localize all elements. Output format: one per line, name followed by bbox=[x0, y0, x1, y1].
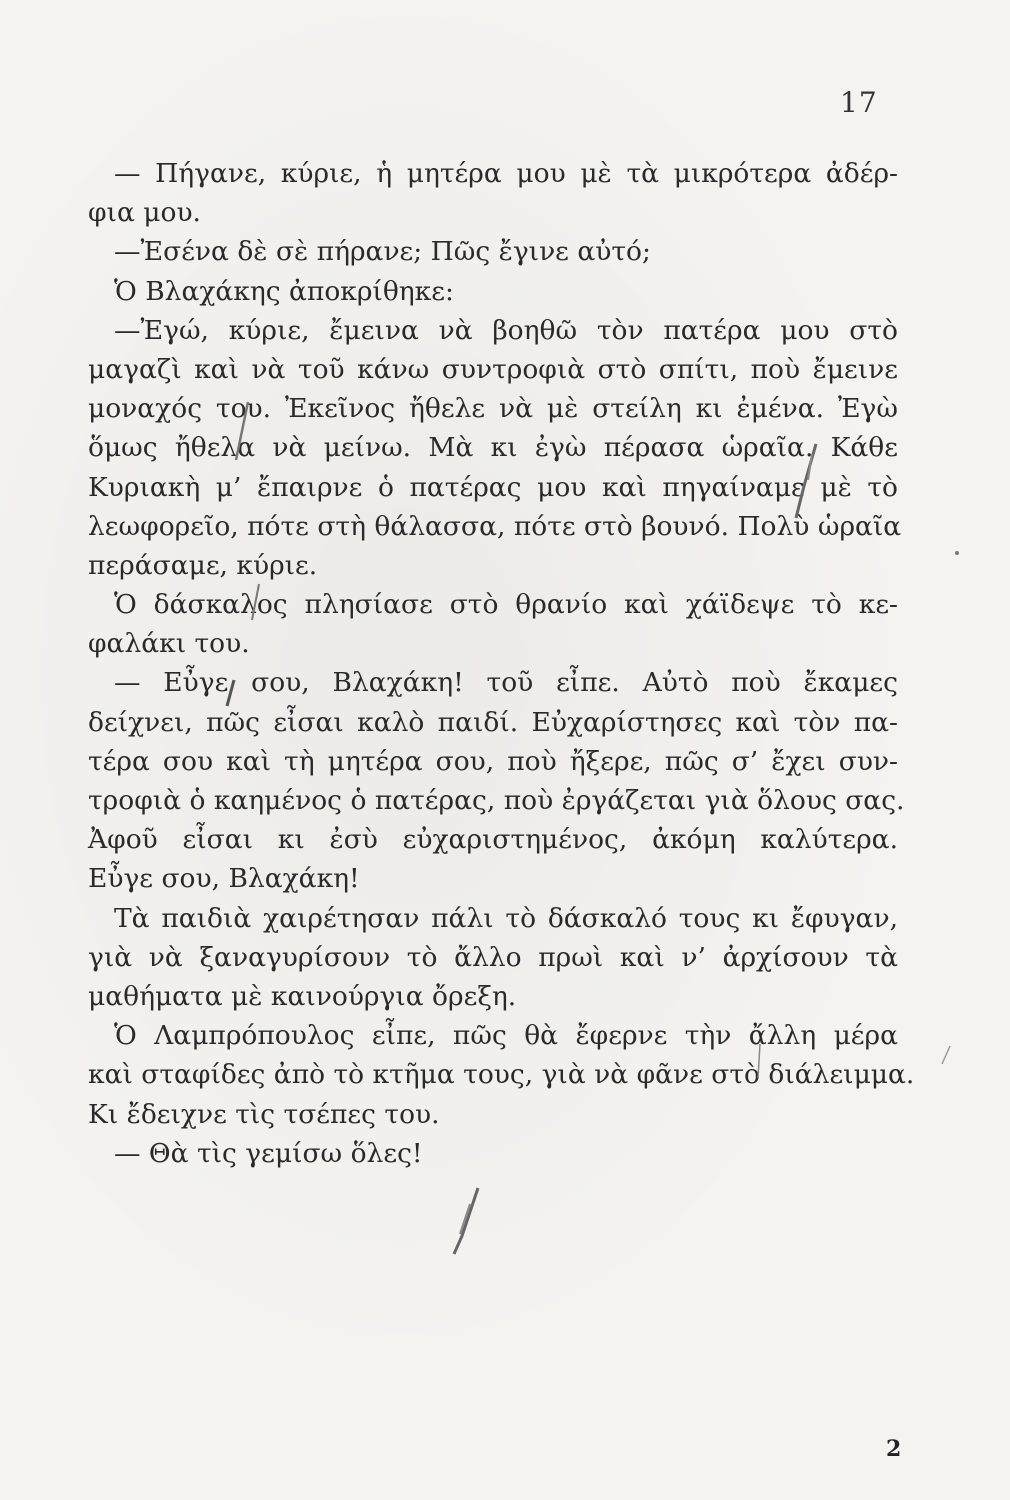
page-number: 17 bbox=[840, 86, 878, 119]
text-line: — Εὖγε σου, Βλαχάκη! τοῦ εἶπε. Αὐτὸ ποὺ ἔκαμες bbox=[114, 667, 898, 699]
text-line: Κυριακὴ μ’ ἔπαιρνε ὁ πατέρας μου καὶ πηγαίναμε μὲ τὸ bbox=[88, 471, 898, 503]
text-line: ὅμως ἤθελα νὰ μείνω. Μὰ κι ἐγὼ πέρασα ὡραῖα. Κάθε bbox=[88, 432, 898, 464]
text-line: — Πήγανε, κύριε, ἡ μητέρα μου μὲ τὰ μικρότερα ἀδέρ- bbox=[114, 158, 898, 189]
text-line: μοναχός του. Ἐκεῖνος ἤθελε νὰ μὲ στείλη κι ἐμένα. Ἐγὼ bbox=[88, 393, 898, 425]
text-line: — Θὰ τὶς γεμίσω ὅλες! bbox=[114, 1137, 423, 1169]
text-line: Ὁ δάσκαλος πλησίασε στὸ θρανίο καὶ χάϊδεψε τὸ κε- bbox=[114, 589, 898, 621]
text-line: λεωφορεῖο, πότε στὴ θάλασσα, πότε στὸ βουνό. Πολὺ ὡραῖα bbox=[88, 510, 902, 542]
text-line: Ὁ Λαμπρόπουλος εἶπε, πῶς θὰ ἔφερνε τὴν ἄλλη μέρα bbox=[114, 1020, 898, 1052]
text-line: Τὰ παιδιὰ χαιρέτησαν πάλι τὸ δάσκαλό τους κι ἔφυγαν, bbox=[114, 902, 898, 934]
text-line: γιὰ νὰ ξαναγυρίσουν τὸ ἄλλο πρωὶ καὶ ν’ ἀρχίσουν τὰ bbox=[88, 941, 898, 973]
text-line: φια μου. bbox=[88, 197, 201, 229]
text-line: τροφιὰ ὁ καημένος ὁ πατέρας, ποὺ ἐργάζεται γιὰ ὅλους σας. bbox=[88, 785, 905, 816]
body-text bbox=[88, 154, 915, 1173]
text-line: —Ἐσένα δὲ σὲ πήρανε; Πῶς ἔγινε αὐτό; bbox=[114, 236, 651, 268]
signature-mark: 2 bbox=[886, 1436, 902, 1462]
text-line: τέρα σου καὶ τὴ μητέρα σου, ποὺ ἤξερε, πῶς σ’ ἔχει συν- bbox=[88, 745, 898, 777]
text-line: καὶ σταφίδες ἀπὸ τὸ κτῆμα τους, γιὰ νὰ φᾶνε στὸ διάλειμμα. bbox=[88, 1059, 915, 1091]
text-line: περάσαμε, κύριε. bbox=[88, 549, 318, 581]
text-line: Εὖγε σου, Βλαχάκη! bbox=[88, 863, 360, 895]
text-line: φαλάκι του. bbox=[88, 628, 250, 660]
text-line: μαθήματα μὲ καινούργια ὄρεξη. bbox=[88, 980, 517, 1012]
pencil-mark bbox=[938, 1044, 954, 1068]
text-line: Ἀφοῦ εἶσαι κι ἐσὺ εὐχαριστημένος, ἀκόμη καλύτερα. bbox=[88, 824, 898, 856]
text-line: δείχνει, πῶς εἶσαι καλὸ παιδί. Εὐχαρίστησες καὶ τὸν πα- bbox=[88, 706, 898, 738]
pencil-mark bbox=[440, 1184, 486, 1258]
text-line: —Ἐγώ, κύριε, ἔμεινα νὰ βοηθῶ τὸν πατέρα μου στὸ bbox=[114, 314, 898, 346]
text-line: Κι ἔδειχνε τὶς τσέπες του. bbox=[88, 1098, 440, 1130]
ink-speck bbox=[955, 551, 959, 555]
text-line: μαγαζὶ καὶ νὰ τοῦ κάνω συντροφιὰ στὸ σπίτι, ποὺ ἔμεινε bbox=[88, 353, 898, 385]
text-line: Ὁ Βλαχάκης ἀποκρίθηκε: bbox=[114, 275, 454, 307]
